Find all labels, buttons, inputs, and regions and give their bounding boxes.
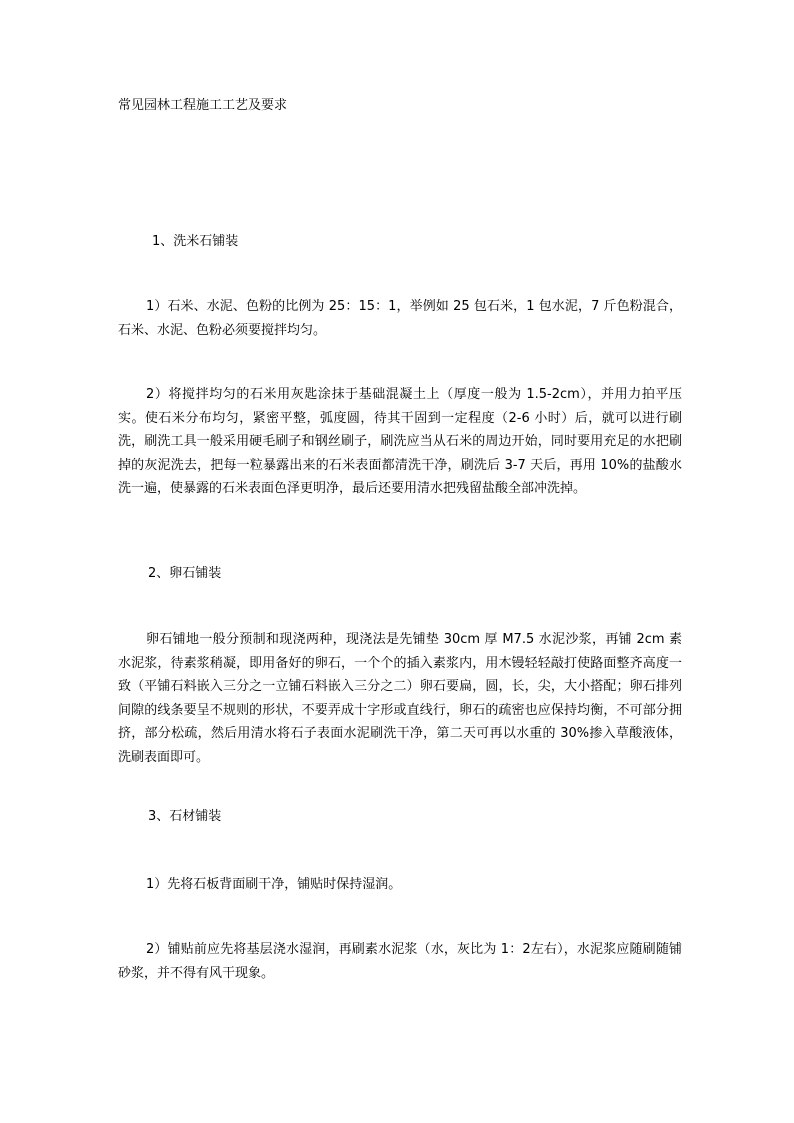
paragraph-3-1: 1）先将石板背面刷干净，铺贴时保持湿润。 <box>146 877 402 892</box>
section-heading-2: 2、卵石铺装 <box>148 566 222 581</box>
paragraph-2-1: 卵石铺地一般分预制和现浇两种，现浇法是先铺垫 30cm 厚 M7.5 水泥沙浆，再铺 2cm 素水泥浆，待素浆稍凝，即用备好的卵石，一个个的插入素浆内，用木镘轻轻敲打使路面整齐高度一致（平铺石料嵌入三分之一立铺石料嵌入三分之二）卵石要扁，圆，长，尖，大小搭配；卵石排列间隙的线条要呈不规则的形状，不要弄成十字形或直线行，卵石的疏密也应保持均衡，不可部分拥挤，部分松疏，然后用清水将石子表面水泥刷洗干净，第二天可再以水重的 30%掺入草酸液体，洗刷表面即可。 <box>118 632 682 765</box>
section-heading-1: 1、洗米石铺装 <box>152 234 239 249</box>
paragraph-3-2: 2）铺贴前应先将基层浇水湿润，再刷素水泥浆（水，灰比为 1：2左右），水泥浆应随刷随铺砂浆，并不得有风干现象。 <box>118 942 682 981</box>
paragraph-1-2: 2）将搅拌均匀的石米用灰匙涂抹于基础混凝土上（厚度一般为 1.5-2cm），并用力拍平压实。使石米分布均匀，紧密平整，弧度圆，待其干固到一定程度（2-6 小时）后，就可以进行刷洗，刷洗工具一般采用硬毛刷子和钢丝刷子，刷洗应当从石米的周边开始，同时要用充足的水把刷掉的灰泥洗去，把每一粒暴露出来的石米表面都清洗干净，刷洗后 3-7 天后，再用 10%的盐酸水洗一遍，使暴露的石米表面色泽更明净，最后还要用清水把残留盐酸全部冲洗掉。 <box>118 387 682 496</box>
section-heading-3: 3、石材铺装 <box>148 809 222 824</box>
paragraph-1-1: 1）石米、水泥、色粉的比例为 25：15：1，举例如 25 包石米，1 包水泥，7 斤色粉混合，石米、水泥、色粉必须要搅拌均匀。 <box>118 299 682 338</box>
document-title: 常见园林工程施工工艺及要求 <box>118 98 288 113</box>
